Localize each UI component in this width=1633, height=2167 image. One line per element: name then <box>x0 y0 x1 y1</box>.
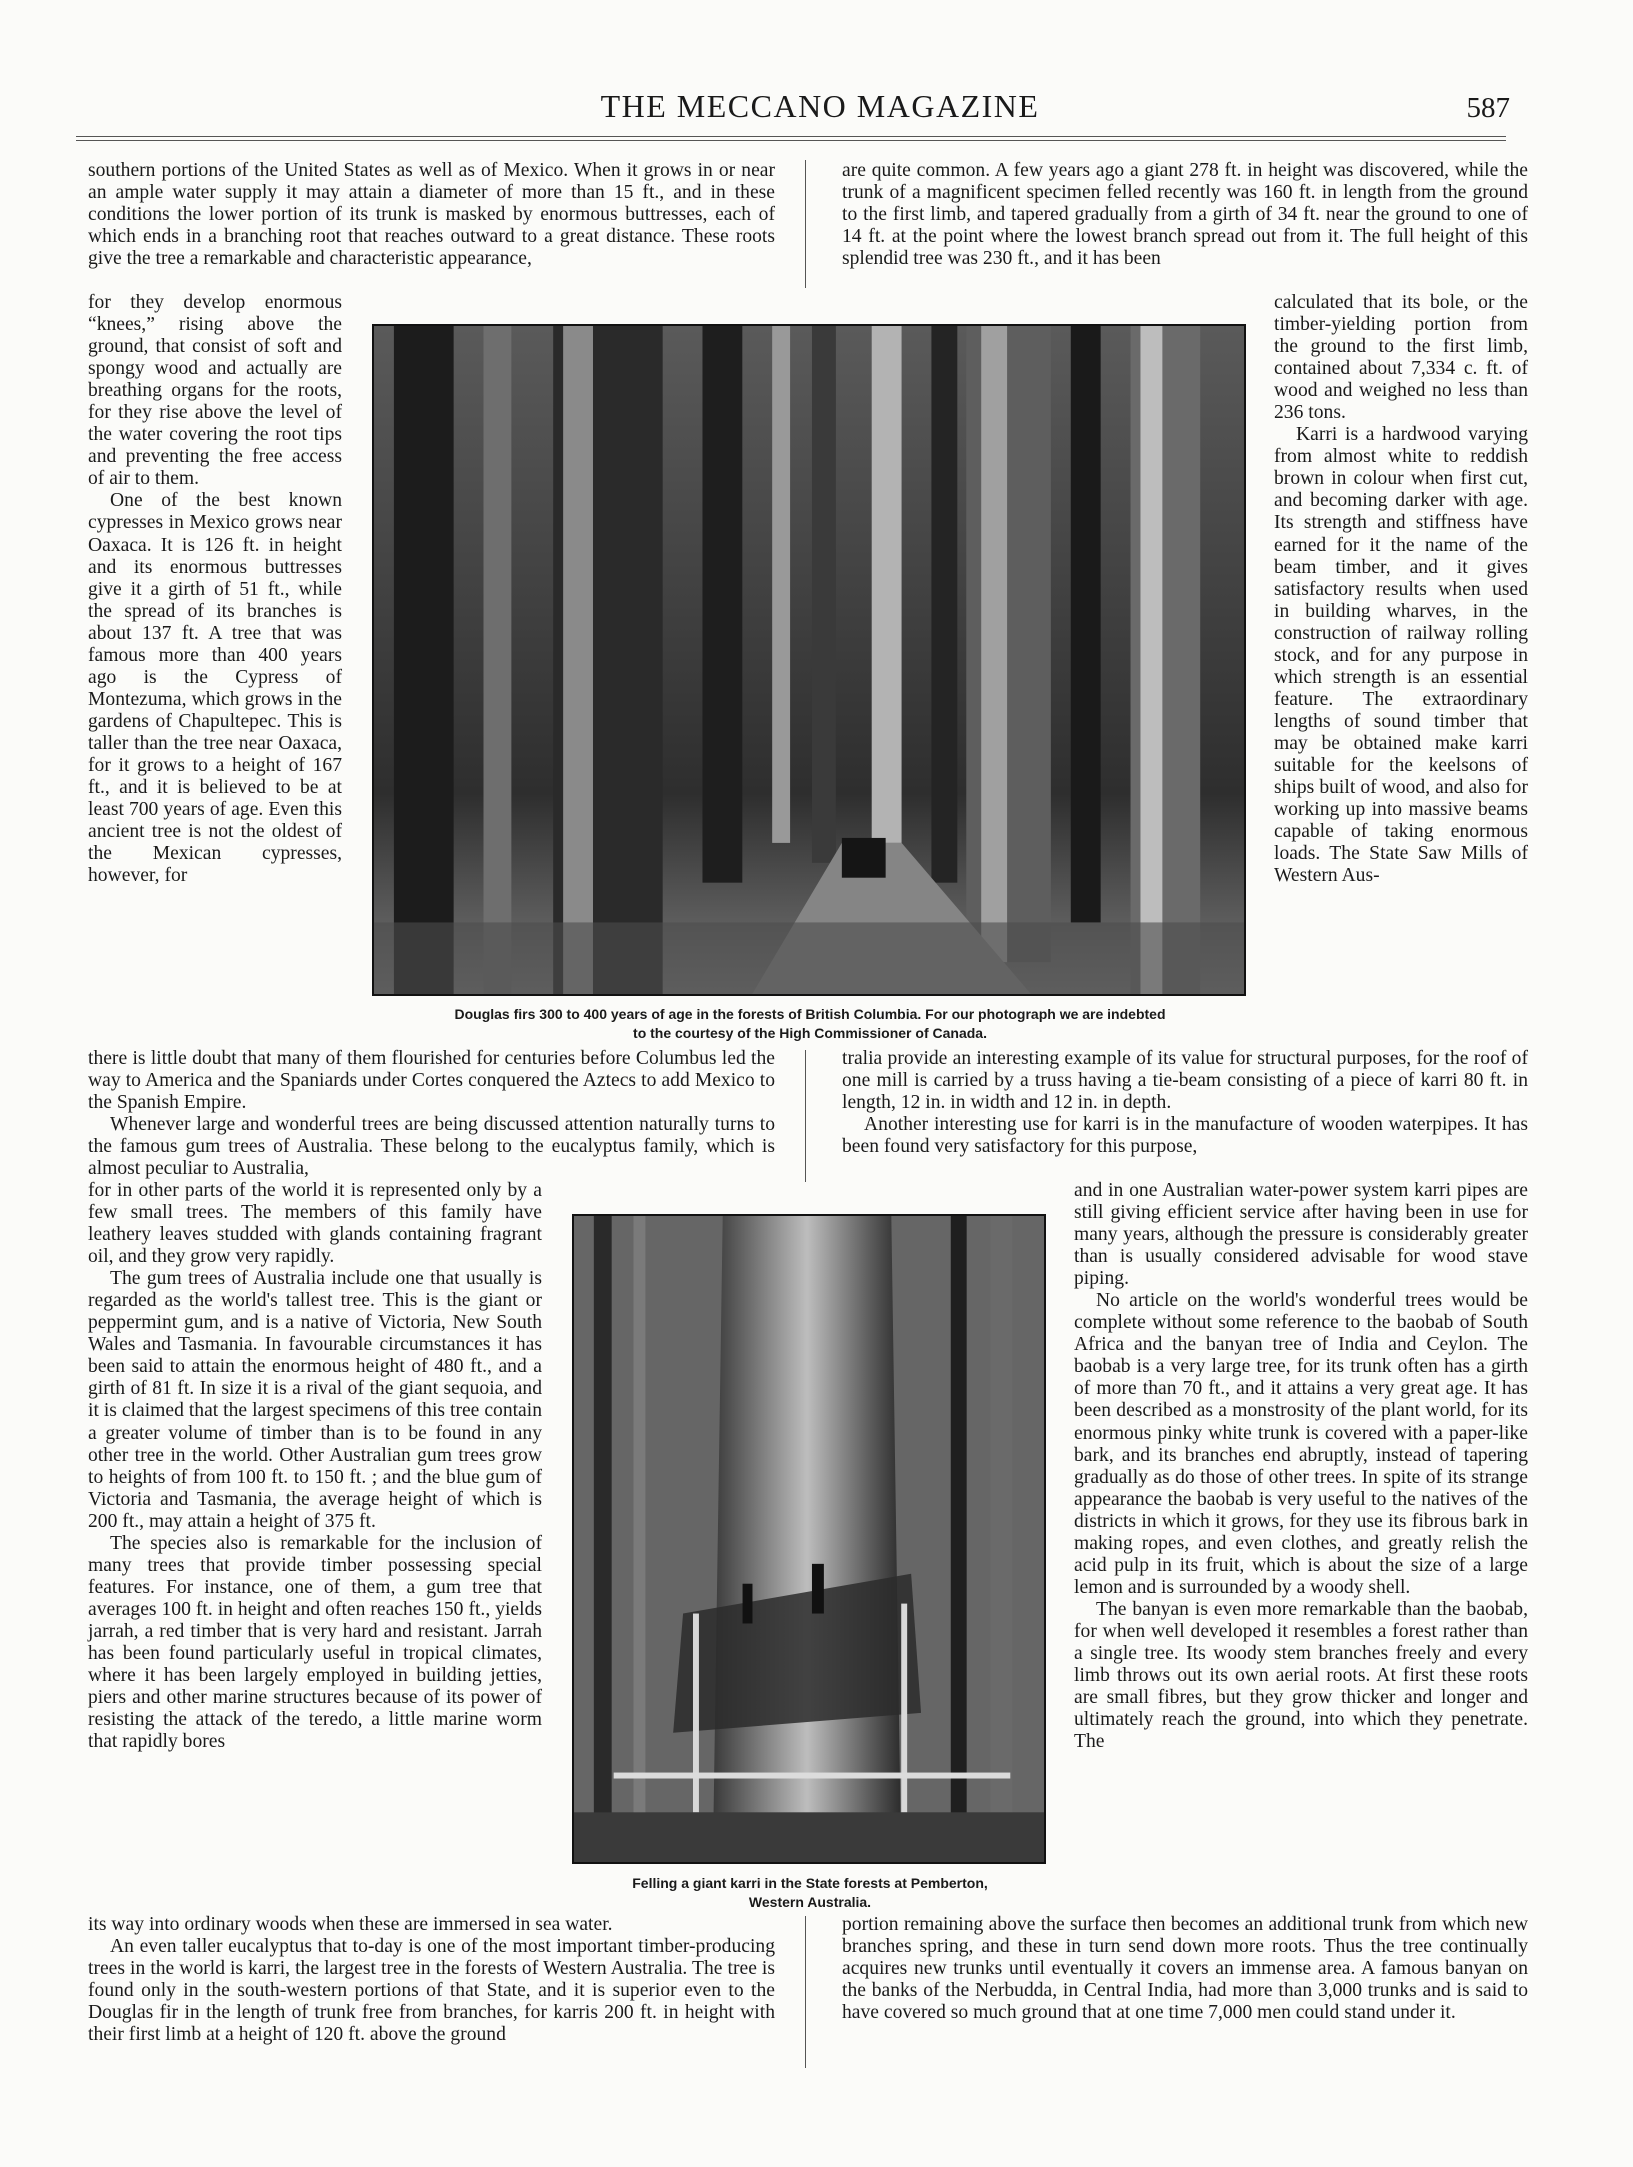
paragraph: An even taller eucalyptus that to-day is one of the most important timber-producing trees in the world is karri, the largest tree in the forests of Western Australia. The tree is found only in the south-western portions of that State, and it is superior even to the Douglas fir in the length of trunk free from branches, for karris 200 ft. in height with their first limb at a height of 120 ft. above the ground <box>88 1936 775 2046</box>
paragraph: southern portions of the United States as well as of Mexico. When it grows in or near an ample water supply it may attain a diameter of more than 15 ft., and in these conditions the lower portion of its trunk is masked by enormous buttresses, each of which ends in a branching root that reaches outward to a great distance. These roots give the tree a remarkable and characteristic appearance, <box>88 160 775 270</box>
column-rule <box>805 1050 806 1182</box>
paragraph: are quite common. A few years ago a giant 278 ft. in height was discovered, while the trunk of a magnificent specimen felled recently was 160 ft. in length from the ground to the first limb, and tapered gradually from a girth of 34 ft. near the ground to one of 14 ft. at the point where the lowest branch spread out from it. The full height of this splendid tree was 230 ft., and it has been <box>842 160 1528 270</box>
caption-line: Felling a giant karri in the State forests at Pemberton, <box>632 1875 988 1891</box>
caption-line: Douglas firs 300 to 400 years of age in the forests of British Columbia. For our photograph we are indebted <box>454 1006 1166 1022</box>
paragraph: One of the best known cypresses in Mexico grows near Oaxaca. It is 126 ft. in height and its enormous buttresses give it a girth of 51 ft., while the spread of its branches is about 137 ft. A tree that was famous more than 400 years ago is the Cypress of Montezuma, which grows in the gardens of Chapultepec. This is taller than the tree near Oaxaca, for it grows to a height of 167 ft., and it is believed to be at least 700 years of age. Even this ancient tree is not the oldest of the Mexican cypresses, however, for <box>88 490 342 887</box>
paragraph: Karri is a hardwood varying from almost white to reddish brown in colour when first cut, and becoming darker with age. Its strength and stiffness have earned for it the name of the beam timber, and it gives satisfactory results when used in building wharves, in the construction of railway rolling stock, and for any purpose in which strength is an essential feature. The extraordinary lengths of sound timber that may be obtained make karri suitable for the keelsons of ships built of wood, and also for working up into massive beams capable of taking enormous loads. The State Saw Mills of Western Aus- <box>1274 424 1528 887</box>
forest-illustration <box>374 326 1244 994</box>
paragraph: its way into ordinary woods when these are immersed in sea water. <box>88 1914 613 1935</box>
paragraph: Another interesting use for karri is in the manufacture of wooden waterpipes. It has been found very satisfactory for this purpose, <box>842 1114 1528 1158</box>
text-bottom-right <box>842 1914 1528 2024</box>
text-top-right <box>842 160 1528 270</box>
forest-photo-caption <box>360 1005 1260 1043</box>
text-right-narrow <box>1274 292 1528 887</box>
paragraph: tralia provide an interesting example of its value for structural purposes, for the roof of one mill is carried by a truss having a tie-beam consisting of a piece of karri 80 ft. in length, 12 in. in width and 12 in. in depth. <box>842 1048 1528 1114</box>
caption-line: to the courtesy of the High Commissioner of Canada. <box>633 1025 987 1041</box>
paragraph: portion remaining above the surface then becomes an additional trunk from which new branches spring, and these in turn send down more roots. Thus the tree continually acquires new trunks until eventually it covers an immense area. A famous banyan on the banks of the Nerbudda, in Central India, had more than 3,000 trunks and is said to have covered so much ground that at one time 7,000 men could stand under it. <box>842 1914 1528 2024</box>
paragraph: for they develop enormous “knees,” rising above the ground, that consist of soft and spongy wood and actually are breathing organs for the roots, for they rise above the level of the water covering the root tips and preventing the free access of air to them. <box>88 292 342 490</box>
text-mid-right <box>842 1048 1528 1158</box>
douglas-fir-forest-photo <box>372 324 1246 996</box>
felling-karri-photo <box>572 1214 1046 1864</box>
text-mid-left <box>88 1048 775 1180</box>
paragraph: No article on the world's wonderful trees would be complete without some reference to the baobab of South Africa and the banyan tree of India and Ceylon. The baobab is a very large tree, for its trunk often has a girth of more than 70 ft., and it attains a very great age. It has been described as a monstrosity of the plant world, for its enormous pinky white trunk is covered with a paper-like bark, and its branches end abruptly, instead of tapering gradually as do those of other trees. In spite of its strange appearance the baobab is very useful to the natives of the districts in which it grows, for they use its fibrous bark in making ropes, and even clothes, and greatly relish the acid pulp in its fruit, which is about the size of a large lemon and is surrounded by a woody shell. <box>1074 1290 1528 1598</box>
column-rule <box>805 160 806 288</box>
header-rule-thin <box>76 140 1506 141</box>
magazine-title: THE MECCANO MAGAZINE <box>600 88 1040 124</box>
paragraph: Whenever large and wonderful trees are being discussed attention naturally turns to the famous gum trees of Australia. These belong to the eucalyptus family, which is almost peculiar to Australia, <box>88 1114 775 1180</box>
paragraph: calculated that its bole, or the timber-yielding portion from the ground to the first limb, contained about 7,334 c. ft. of wood and weighed no less than 236 tons. <box>1274 292 1528 424</box>
paragraph: The gum trees of Australia include one that usually is regarded as the world's tallest tree. This is the giant or peppermint gum, and is a native of Victoria, New South Wales and Tasmania. In favourable circumstances it has been said to attain the enormous height of 480 ft., and a girth of 81 ft. In size it is a rival of the giant sequoia, and it is claimed that the largest specimens of this tree contain a greater volume of timber than is to be found in any other tree in the world. Other Australian gum trees grow to heights of from 100 ft. to 150 ft. ; and the blue gum of Victoria and Tasmania, the average height of which is 200 ft., may attain a height of 375 ft. <box>88 1268 542 1532</box>
text-lower-right-narrow <box>1074 1180 1528 1753</box>
paragraph: and in one Australian water-power system karri pipes are still giving efficient service after having been in use for many years, although the pressure is considerably greater than is usually considered advisable for wood stave piping. <box>1074 1180 1528 1290</box>
text-bottom-left <box>88 1914 775 2046</box>
column-rule <box>805 1916 806 2068</box>
karri-illustration <box>574 1216 1044 1862</box>
text-top-left <box>88 160 775 270</box>
paragraph: The banyan is even more remarkable than the baobab, for when well developed it resembles a forest rather than a single tree. Its woody stem branches freely and every limb throws out its own aerial roots. At first these roots are small fibres, but they grow thicker and longer and ultimately reach the ground, into which they penetrate. The <box>1074 1598 1528 1753</box>
karri-photo-caption <box>560 1874 1060 1912</box>
page-number: 587 <box>1466 92 1510 124</box>
text-lower-left-narrow <box>88 1180 542 1753</box>
text-left-narrow <box>88 292 342 887</box>
paragraph: for in other parts of the world it is represented only by a few small trees. The members of this family have leathery leaves studded with glands containing fragrant oil, and they grow very rapidly. <box>88 1180 542 1268</box>
header-rule <box>76 136 1506 137</box>
paragraph: there is little doubt that many of them flourished for centuries before Columbus led the way to America and the Spaniards under Cortes conquered the Aztecs to add Mexico to the Spanish Empire. <box>88 1048 775 1114</box>
caption-line: Western Australia. <box>748 1894 872 1910</box>
paragraph: The species also is remarkable for the inclusion of many trees that provide timber possessing special features. For instance, one of them, a gum tree that averages 100 ft. in height and often reaches 150 ft., yields jarrah, a red timber that is very hard and resistant. Jarrah has been found particularly useful in tropical climates, where it has been largely employed in building jetties, piers and other marine structures because of its power of resisting the attack of the teredo, a little marine worm that rapidly bores <box>88 1532 542 1753</box>
